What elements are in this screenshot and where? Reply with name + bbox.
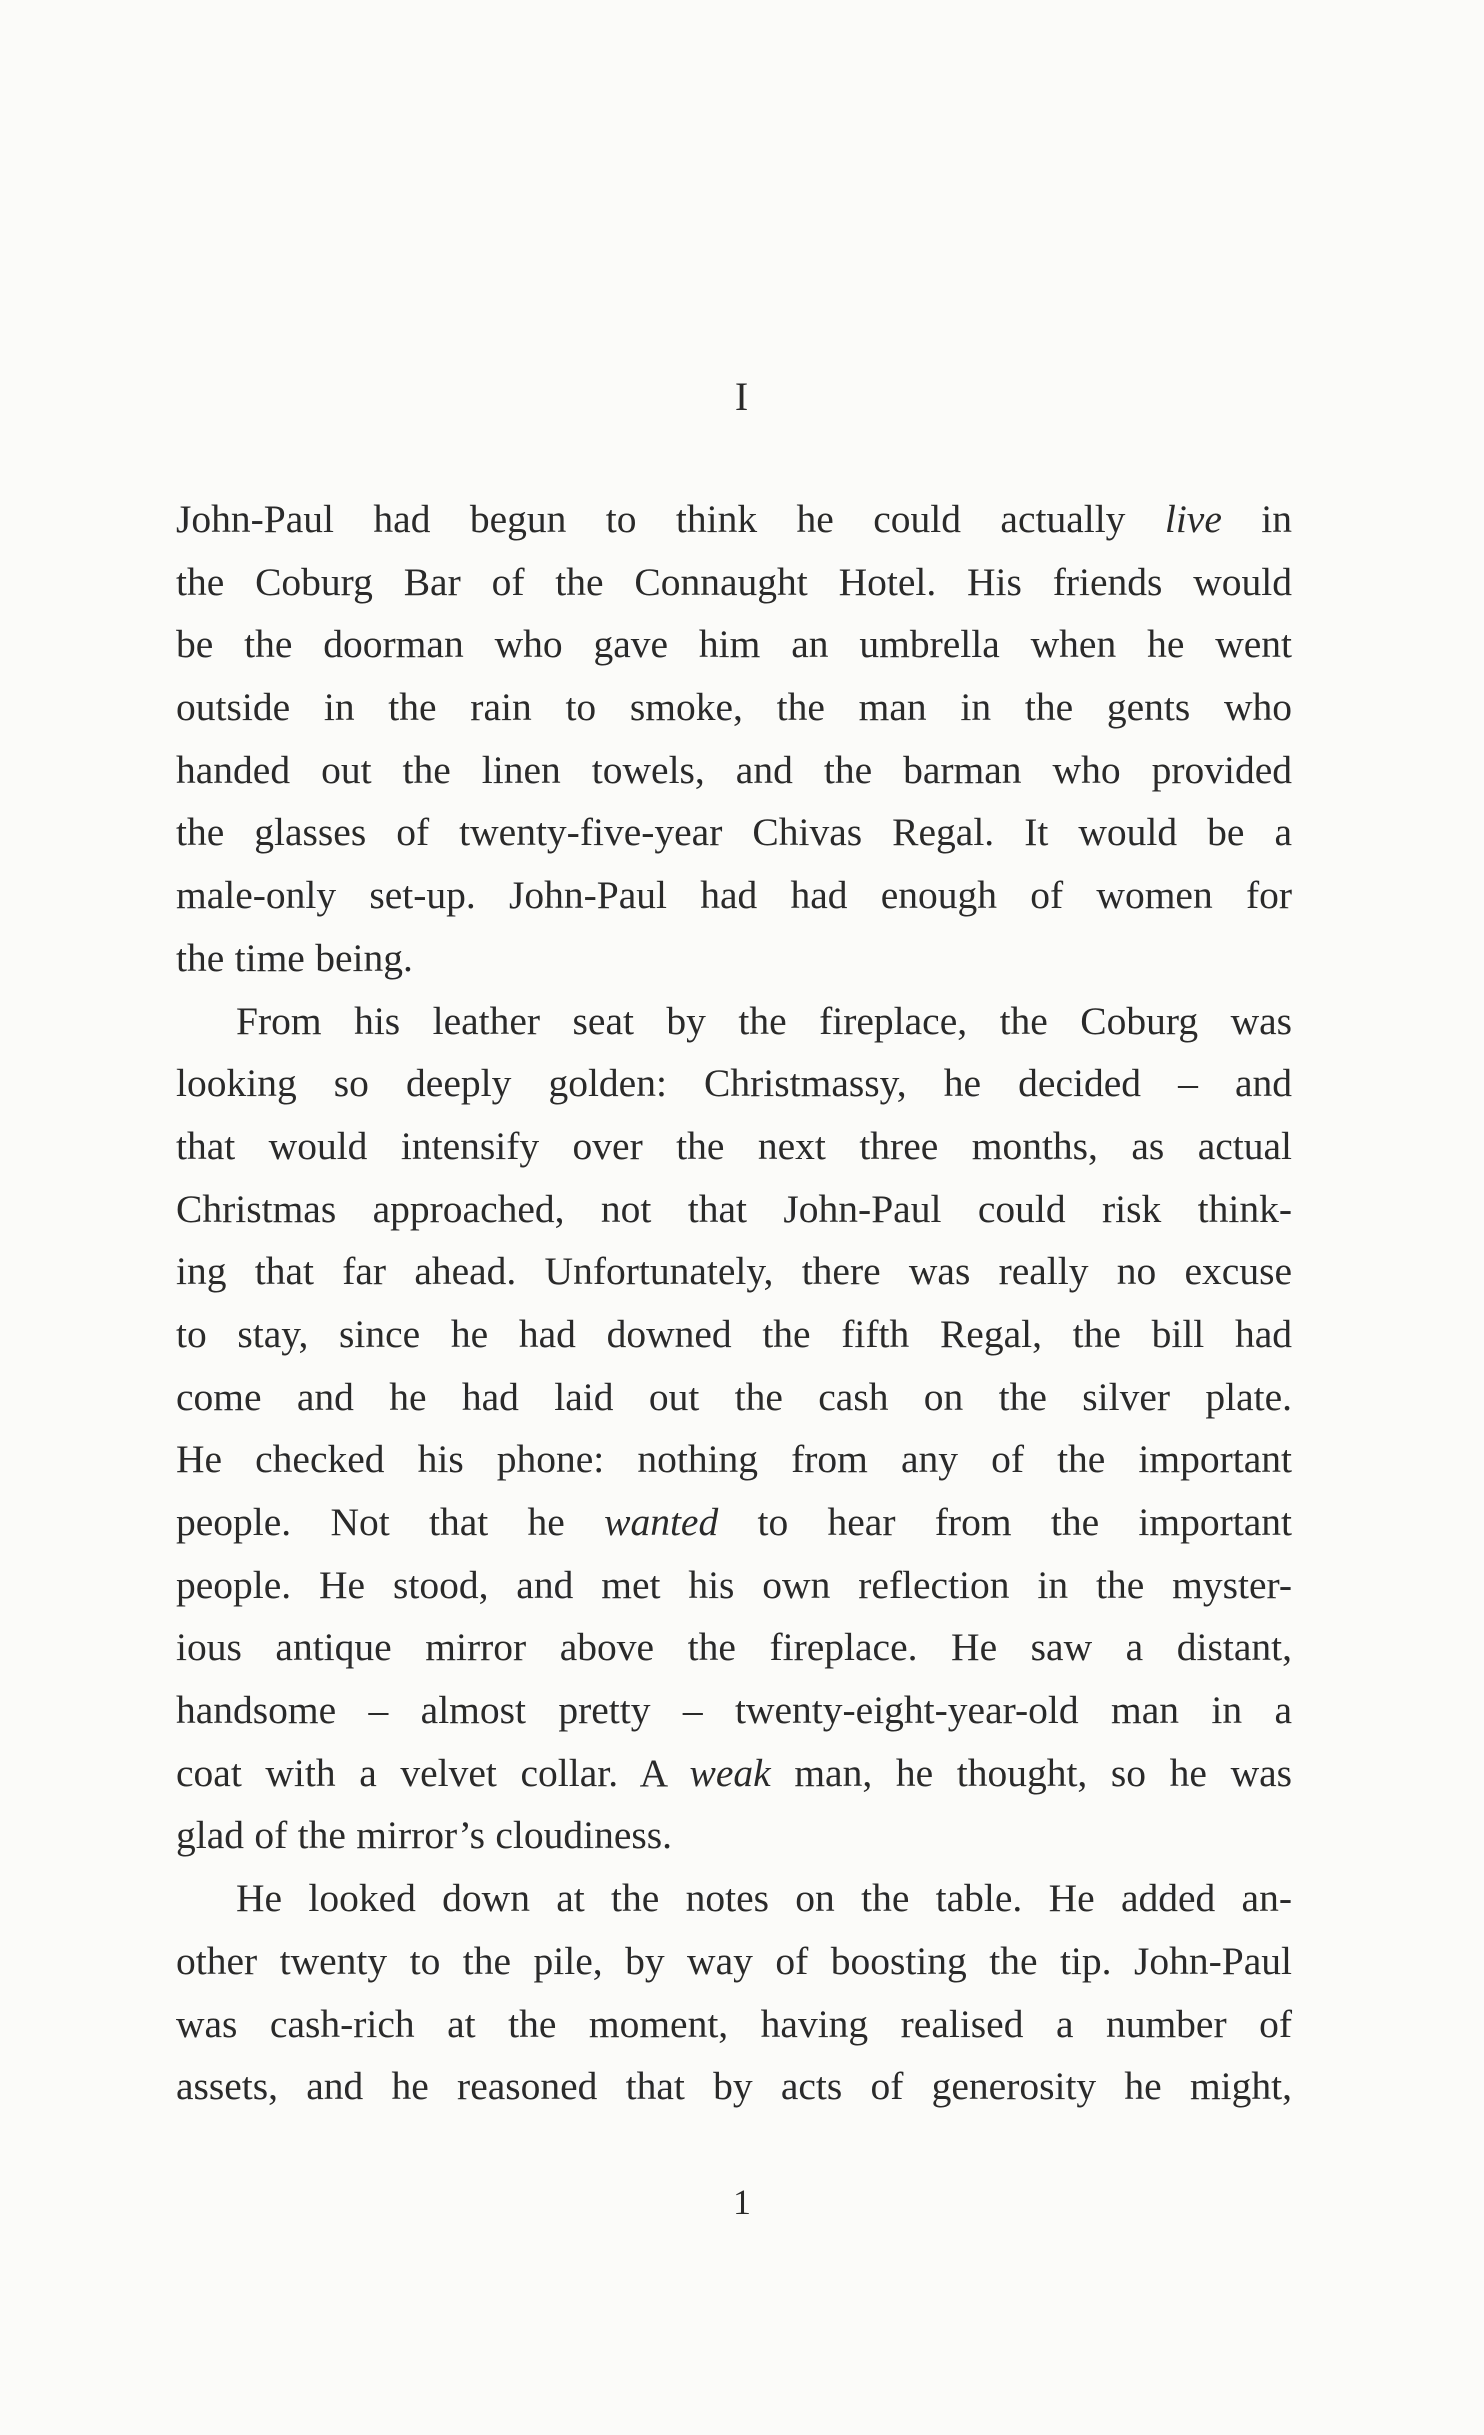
text-line: handed out the linen towels, and the barman who provided xyxy=(176,747,1292,792)
italic-emphasis: wanted xyxy=(604,1500,719,1544)
text-line: other twenty to the pile, by way of boosting the tip. John-Paul xyxy=(176,1938,1292,1983)
text-line: male-only set-up. John-Paul had had enough of women for xyxy=(176,873,1292,918)
text-line: Christmas approached, not that John-Paul could risk think- xyxy=(176,1186,1292,1231)
paragraph xyxy=(176,1867,1292,2118)
page-number: 1 xyxy=(733,2182,751,2222)
text-line: ious antique mirror above the fireplace. He saw a distant, xyxy=(176,1625,1292,1670)
text-line: He checked his phone: nothing from any of the important xyxy=(176,1437,1292,1482)
text-line: was cash-rich at the moment, having realised a number of xyxy=(176,2001,1292,2046)
paragraph xyxy=(176,990,1292,1868)
text-line: the time being. xyxy=(176,935,413,980)
paragraph xyxy=(176,488,1292,990)
text-line: looking so deeply golden: Christmassy, he decided – and xyxy=(176,1061,1292,1106)
text-line: handsome – almost pretty – twenty-eight-year-old man in a xyxy=(176,1688,1292,1733)
italic-emphasis: weak xyxy=(689,1750,771,1795)
text-line: be the doorman who gave him an umbrella when he went xyxy=(176,622,1292,667)
text-line: assets, and he reasoned that by acts of generosity he might, xyxy=(176,2064,1292,2109)
text-line: the glasses of twenty-five-year Chivas Regal. It would be a xyxy=(176,810,1292,855)
text-line: From his leather seat by the fireplace, the Coburg was xyxy=(236,998,1292,1043)
text-line: He looked down at the notes on the table. He added an- xyxy=(236,1876,1292,1921)
text-line: John-Paul had begun to think he could actually live in xyxy=(176,497,1292,541)
text-line: outside in the rain to smoke, the man in the gents who xyxy=(176,685,1292,730)
text-line: that would intensify over the next three months, as actual xyxy=(176,1123,1292,1168)
chapter-number: I xyxy=(734,374,750,419)
text-line: coat with a velvet collar. A weak man, he thought, so he was xyxy=(176,1750,1292,1795)
text-line: to stay, since he had downed the fifth Regal, the bill had xyxy=(176,1311,1292,1356)
text-line: ing that far ahead. Unfortunately, there was really no excuse xyxy=(176,1249,1292,1294)
text-line: the Coburg Bar of the Connaught Hotel. His friends would xyxy=(176,559,1292,604)
text-line: glad of the mirror’s cloudiness. xyxy=(176,1813,673,1858)
text-line: people. He stood, and met his own reflection in the myster- xyxy=(176,1562,1292,1607)
body-text xyxy=(176,488,1292,2118)
text-line: come and he had laid out the cash on the silver plate. xyxy=(176,1374,1292,1419)
text-line: people. Not that he wanted to hear from the important xyxy=(176,1500,1292,1544)
italic-emphasis: live xyxy=(1164,497,1222,541)
